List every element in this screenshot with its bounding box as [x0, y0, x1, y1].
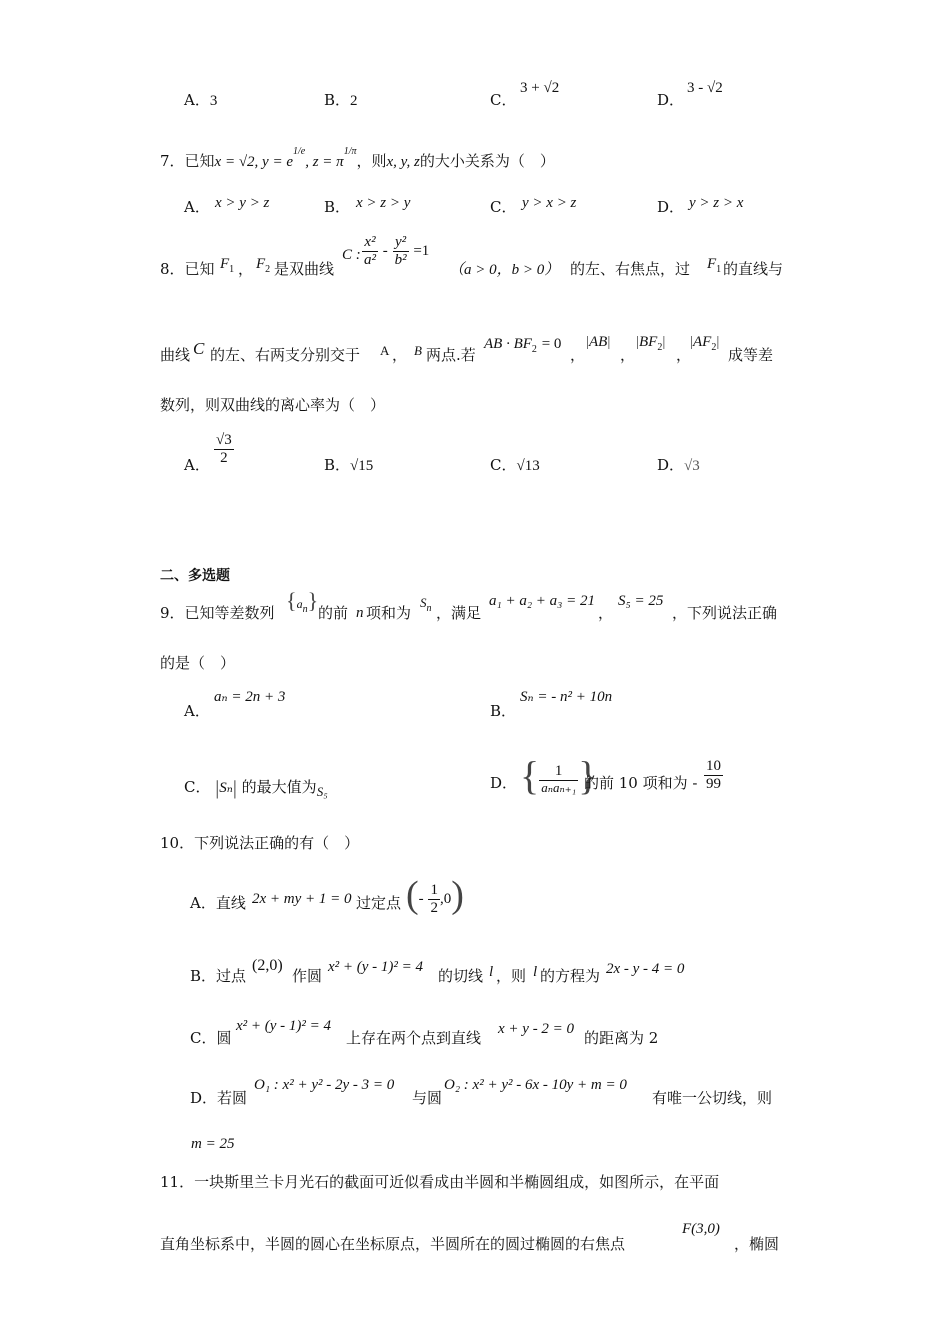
q9-option-d-frac: { $\frac{1}{\text{aₙaₙ₊₁}}$ }: [520, 753, 598, 798]
q8-point-a: A: [380, 343, 390, 358]
q9-sn: $S_n$: [420, 595, 432, 614]
q7-option-d-label: D．: [657, 198, 685, 216]
q7-vars: x, y, z: [386, 154, 420, 170]
q8-comma3: ，: [570, 346, 586, 364]
q7-option-b-value: x > z > y: [356, 195, 411, 211]
q7-expr-xy: x = √2, y = e: [214, 154, 293, 170]
q8-option-c: C．√13: [490, 456, 540, 474]
q9-line1-start: 9．已知等差数列: [160, 604, 275, 622]
q7-option-b-label: B．: [324, 198, 351, 216]
q7-stem-tail: ，则: [356, 152, 387, 170]
q8-line2-text: 的左、右两支分别交于: [210, 346, 361, 364]
q10-option-a-point: (- $\frac{1}{2}$ ,0): [406, 874, 464, 916]
q8-comma5: ，: [676, 346, 692, 364]
q10-option-d-o1: O₁ : x² + y² - 2y - 3 = 0: [254, 1077, 395, 1093]
q8-line3: 数列，则双曲线的离心率为（ ）: [160, 396, 386, 414]
q7-exp-pi: 1/π: [343, 146, 357, 157]
q6-option-d: [657, 93, 684, 108]
q10-option-c: C．圆: [190, 1029, 232, 1047]
q7-stem-number: 7．已知: [160, 152, 215, 170]
q9-n: n: [356, 605, 364, 621]
q9-line1-e: ，下列说法正确: [672, 604, 778, 622]
q9-option-d-text: 的前 10 项和为 -: [584, 774, 698, 792]
q9-line1-c: 项和为: [366, 604, 412, 622]
q6-option-a-label: A．: [184, 91, 210, 109]
q6-option-c-value: 3 + √2: [520, 80, 560, 96]
q8-f2: $F_2$: [256, 256, 271, 275]
q6-option-b-value: 2: [350, 93, 358, 109]
q8-text-known: 8．已知: [160, 260, 215, 278]
q8-curve-c: C: [193, 339, 205, 358]
q9-option-d-result: $\frac{10}{99}$: [706, 758, 721, 792]
q8-arith: 成等差: [728, 346, 774, 364]
q8-f1: $F_1$: [220, 256, 235, 275]
q8-dot-product: AB · $BF_2 = 0$: [484, 336, 562, 355]
q8-option-a: A．: [184, 456, 210, 474]
q10-option-b-point: (2,0): [252, 957, 283, 974]
q11-focus: F(3,0): [682, 1221, 720, 1237]
q10-option-b-text5: 的方程为: [540, 967, 601, 985]
q8-abs-af2: $|AF_2|$: [690, 334, 720, 353]
q6-option-d-value: 3 - √2: [687, 80, 723, 96]
q8-line1-f1: $F_1$: [707, 256, 722, 275]
q8-comma4: ，: [620, 346, 636, 364]
q7-stem-end: 的大小关系为（ ）: [419, 152, 555, 170]
q6-option-b-label: B．: [324, 91, 351, 109]
q8-option-b: B．√15: [324, 456, 374, 474]
q11-line1: 11．一块斯里兰卡月光石的截面可近似看成由半圆和半椭圆组成，如图所示，在平面: [160, 1173, 720, 1191]
q9-line2: 的是（ ）: [160, 654, 236, 672]
q6-option-d-label: D．: [657, 91, 685, 109]
q9-option-b: B．: [490, 702, 517, 720]
q10-stem: 10．下列说法正确的有（ ）: [160, 834, 360, 852]
q10-option-c-circle: x² + (y - 1)² = 4: [236, 1018, 332, 1034]
q9-sequence: $\{a_n\}$: [286, 588, 319, 615]
q10-option-b-l: l: [489, 964, 494, 980]
q8-two-points: 两点.若: [426, 346, 476, 364]
q10-option-c-line: x + y - 2 = 0: [498, 1021, 575, 1037]
q10-option-b-l2: l: [533, 964, 538, 980]
q10-option-b-text4: ，则: [496, 967, 527, 985]
q6-option-a: [184, 93, 217, 109]
q9-option-d: D．: [490, 774, 518, 792]
q8-hyperbola-label: C :: [342, 247, 361, 263]
q10-option-c-text3: 的距离为 2: [584, 1029, 659, 1047]
q10-option-d-text3: 有唯一公切线，则: [652, 1089, 773, 1107]
q7-exp-e: 1/e: [293, 146, 306, 157]
q8-option-d: D．√3: [657, 456, 700, 474]
q10-option-c-text2: 上存在两个点到直线: [346, 1029, 482, 1047]
q7-option-c-value: y > x > z: [522, 195, 577, 211]
q10-option-b-circle: x² + (y - 1)² = 4: [328, 959, 424, 975]
q7-option-a-label: A．: [184, 198, 210, 216]
q10-option-b: B．过点: [190, 967, 247, 985]
q11-line2-end: ，椭圆: [734, 1235, 780, 1253]
q8-line1-mid: 的左、右焦点，过: [570, 260, 691, 278]
q10-option-a-text2: 过定点: [356, 894, 402, 912]
q10-option-b-line: 2x - y - 4 = 0: [606, 961, 685, 977]
q7-option-c: [490, 200, 516, 215]
q7-option-a: [184, 200, 210, 215]
q10-option-d-m: m = 25: [191, 1136, 235, 1152]
q6-option-b: [324, 93, 358, 109]
q7-option-b: [324, 200, 350, 215]
q8-condition: （a > 0，b > 0）: [449, 262, 560, 278]
q7-option-d: [657, 200, 684, 215]
q9-comma: ，: [598, 604, 614, 622]
q8-comma: ，: [238, 260, 254, 278]
q10-option-b-text3: 的切线: [438, 967, 484, 985]
q8-line1-end: 的直线与: [723, 260, 784, 278]
q9-option-c: C． |Sₙ| 的最大值为S₅: [184, 777, 328, 799]
q8-comma2: ，: [392, 346, 408, 364]
q8-point-b: B: [414, 343, 422, 358]
q10-option-d-o2: O₂ : x² + y² - 6x - 10y + m = 0: [444, 1077, 627, 1093]
q8-abs-bf2: $|BF_2|$: [636, 334, 666, 353]
q8-line1-start: [160, 262, 215, 277]
q9-option-a: A．: [184, 702, 210, 720]
q9-line1-b: 的前: [318, 604, 349, 622]
q6-option-c-label: C．: [490, 91, 517, 109]
q10-option-a-line: 2x + my + 1 = 0: [252, 891, 352, 907]
q7-expr-z: , z = π: [305, 154, 344, 170]
q9-cond2: S₅ = 25: [618, 593, 664, 609]
q8-hyperbola-equation: $\frac{\text{x²}}{\text{a²}}$ - $\frac{\text{y²}}{\text{b²}}$ =1: [364, 234, 430, 268]
q7-option-a-value: x > y > z: [215, 195, 270, 211]
q8-frac-x: $\frac{\text{x²}}{\text{a²}}$: [364, 234, 376, 268]
q8-is-hyperbola: 是双曲线: [274, 260, 335, 278]
section-title: 二、多选题: [160, 568, 230, 584]
q9-option-a-value: aₙ = 2n + 3: [214, 689, 286, 705]
q8-frac-y: $\frac{\text{y²}}{\text{b²}}$: [394, 234, 407, 268]
q10-option-d-text2: 与圆: [412, 1089, 443, 1107]
q9-option-b-value: Sₙ = - n² + 10n: [520, 689, 613, 705]
q6-option-c: [490, 93, 516, 108]
q10-option-b-text2: 作圆: [292, 967, 323, 985]
q8-abs-ab: |AB|: [586, 334, 611, 350]
q8-line2-curve: 曲线: [160, 346, 191, 364]
q10-option-a: A．直线: [190, 894, 246, 912]
q11-line2: 直角坐标系中，半圆的圆心在坐标原点，半圆所在的圆过椭圆的右焦点: [160, 1235, 626, 1253]
q9-line1-d: ，满足: [436, 604, 482, 622]
q7-option-d-value: y > z > x: [689, 195, 744, 211]
q7-option-c-label: C．: [490, 198, 517, 216]
q6-option-a-value: 3: [209, 93, 218, 109]
q9-cond1: a₁ + a₂ + a₃ = 21: [489, 593, 596, 609]
q10-option-d: D．若圆: [190, 1089, 248, 1107]
q8-option-a-frac: $\frac{√3}{2}$: [216, 432, 232, 466]
